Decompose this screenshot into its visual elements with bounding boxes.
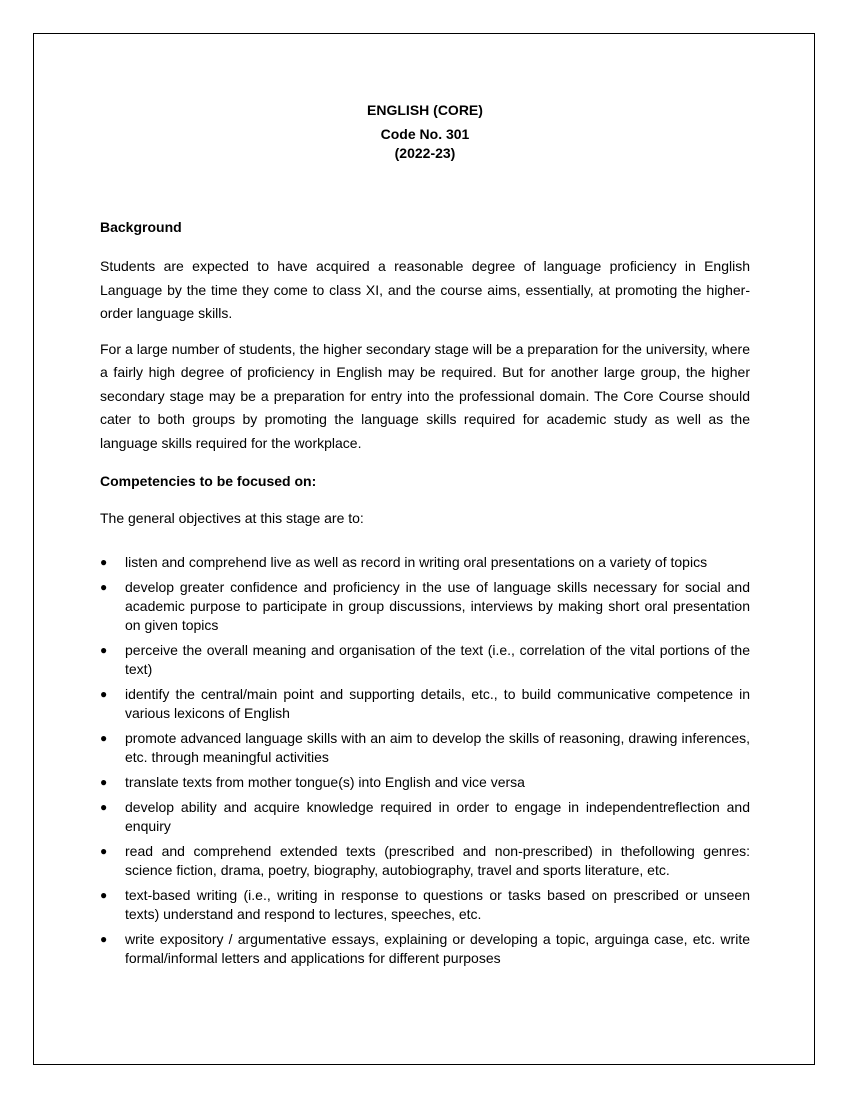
list-item-text: identify the central/main point and supporting details, etc., to build communicative competence in various lexicons of English <box>125 685 750 721</box>
background-heading: Background <box>100 219 182 235</box>
list-item-text: perceive the overall meaning and organisation of the text (i.e., correlation of the vital portions of the text) <box>125 641 750 677</box>
document-title: ENGLISH (CORE) <box>367 102 483 118</box>
list-item-text: read and comprehend extended texts (prescribed and non-prescribed) in thefollowing genres: science fiction, drama, poetry, biography, autobiography, travel and sports literature, etc. <box>125 842 750 878</box>
bullet-icon: ● <box>100 642 108 657</box>
bullet-icon: ● <box>100 579 108 594</box>
objectives-list <box>100 553 750 968</box>
bullet-icon: ● <box>100 931 108 946</box>
list-item <box>100 930 750 968</box>
list-item <box>100 641 750 679</box>
bullet-icon: ● <box>100 730 108 745</box>
objectives-intro: The general objectives at this stage are to: <box>100 510 364 526</box>
bullet-icon: ● <box>100 887 108 902</box>
list-item-text: listen and comprehend live as well as record in writing oral presentations on a variety of topics <box>125 553 708 570</box>
background-paragraph-1: Students are expected to have acquired a reasonable degree of language proficiency in English Language by the time they come to class XI, and the course aims, essentially, at promoting the higher-order language skills. <box>100 258 750 321</box>
bullet-icon: ● <box>100 843 108 858</box>
list-item <box>100 685 750 723</box>
title-block <box>100 99 750 164</box>
course-code: Code No. 301 <box>380 126 470 142</box>
list-item-text: write expository / argumentative essays, explaining or developing a topic, arguinga case, etc. write formal/informal letters and applications for different purposes <box>125 930 750 966</box>
list-item <box>100 553 750 572</box>
competencies-heading: Competencies to be focused on: <box>100 473 317 489</box>
list-item-text: promote advanced language skills with an aim to develop the skills of reasoning, drawing inferences, etc. through meaningful activities <box>125 729 750 765</box>
list-item <box>100 773 750 792</box>
list-item-text: develop greater confidence and proficiency in the use of language skills necessary for social and academic purpose to participate in group discussions, interviews by making short oral presentation on given topics <box>125 578 750 633</box>
bullet-icon: ● <box>100 686 108 701</box>
list-item <box>100 578 750 635</box>
list-item-text: translate texts from mother tongue(s) into English and vice versa <box>125 773 525 790</box>
document-body <box>100 99 750 974</box>
list-item <box>100 842 750 880</box>
bullet-icon: ● <box>100 774 108 789</box>
bullet-icon: ● <box>100 799 108 814</box>
list-item <box>100 798 750 836</box>
list-item-text: develop ability and acquire knowledge required in order to engage in independentreflection and enquiry <box>125 798 750 834</box>
academic-year: (2022-23) <box>394 145 456 161</box>
background-paragraph-2: For a large number of students, the higher secondary stage will be a preparation for the university, where a fairly high degree of proficiency in English may be required. But for another large group, the higher secondary stage may be a preparation for entry into the professional domain. The Core Course should cater to both groups by promoting the language skills required for academic study as well as the language skills required for the workplace. <box>100 340 750 451</box>
list-item <box>100 729 750 767</box>
list-item <box>100 886 750 924</box>
bullet-icon: ● <box>100 554 108 569</box>
list-item-text: text-based writing (i.e., writing in response to questions or tasks based on prescribed or unseen texts) understand and respond to lectures, speeches, etc. <box>125 886 750 922</box>
